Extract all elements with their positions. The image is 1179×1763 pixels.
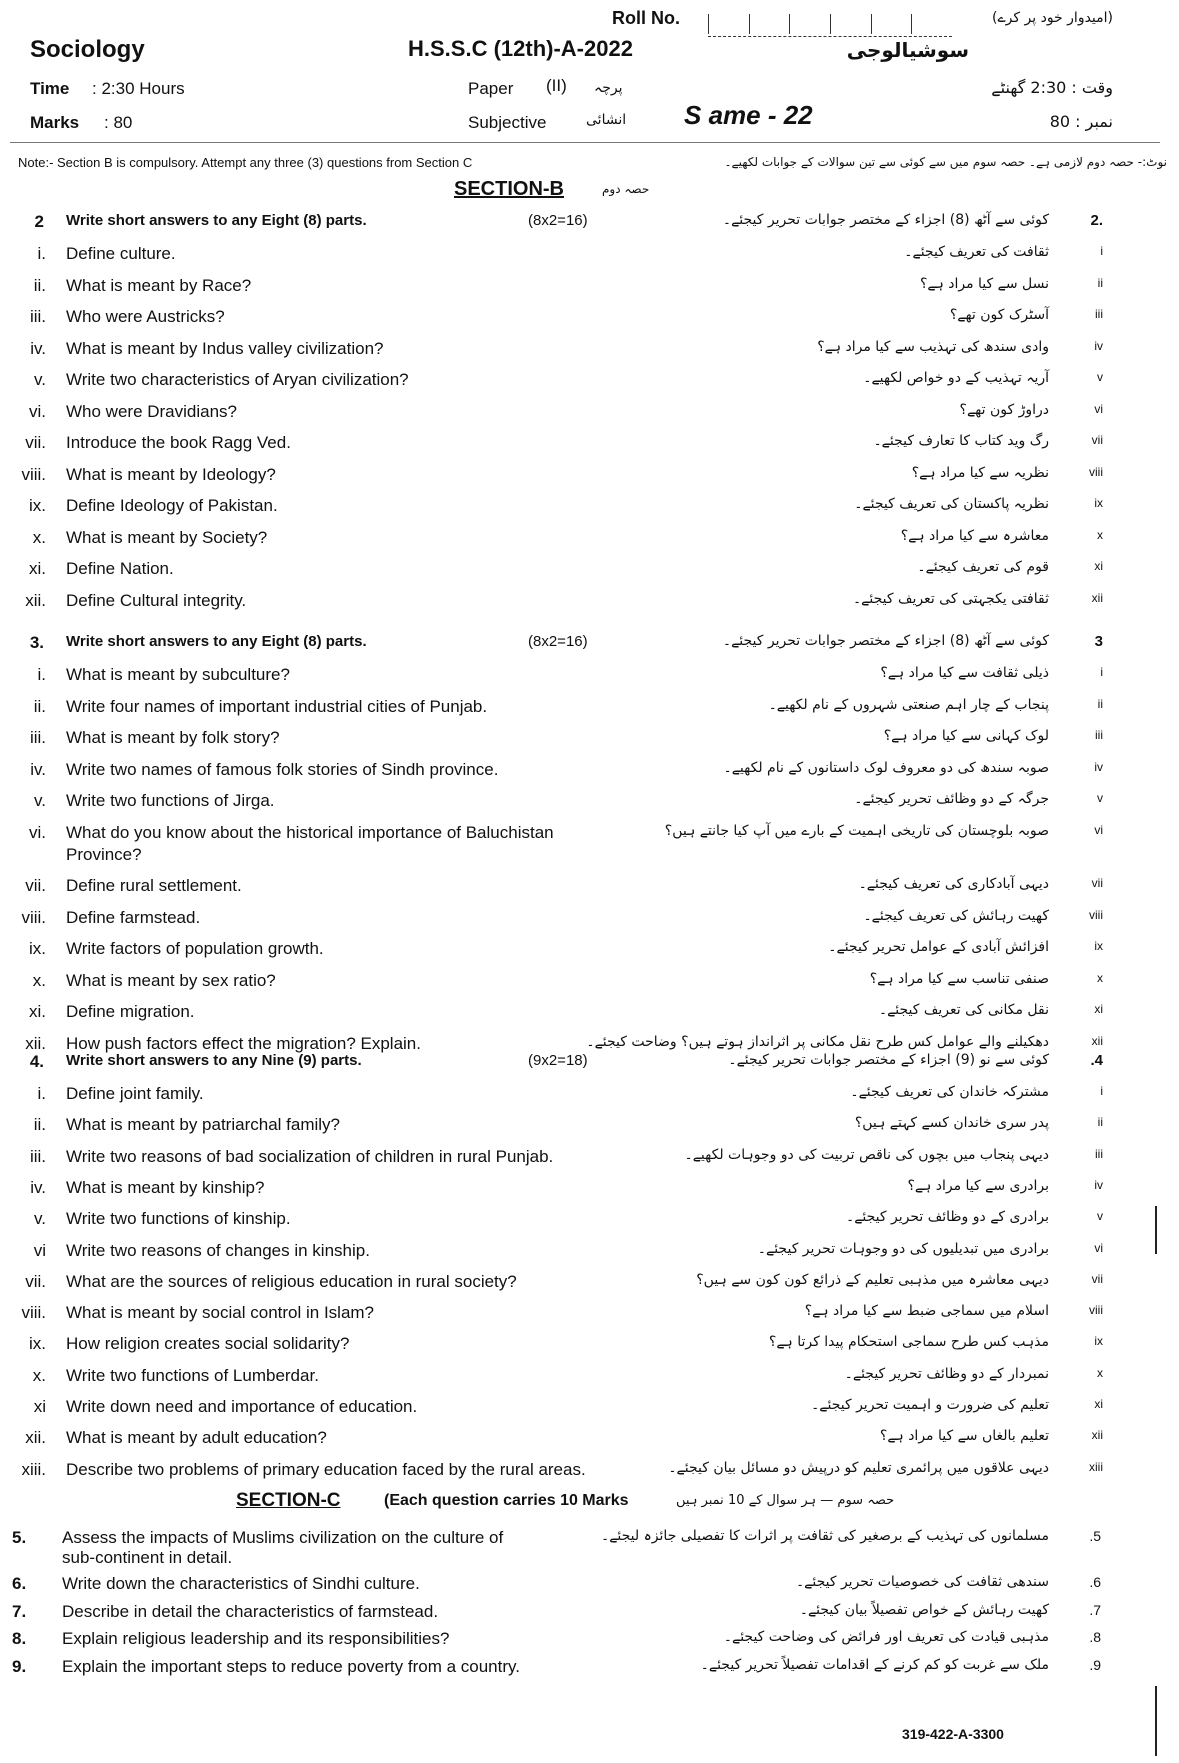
question-number: 4. — [29, 1052, 44, 1071]
part-number-urdu: xiii — [1089, 1459, 1103, 1474]
part-number: i. — [37, 665, 46, 684]
question-part — [0, 1209, 1179, 1239]
part-text-urdu: کھیت رہائش کی تعریف کیجئے۔ — [863, 907, 1049, 924]
part-number: vi — [33, 1240, 46, 1260]
question-instruction-urdu: کوئی سے آٹھ (8) اجزاء کے مختصر جوابات تحریر کیجئے۔ — [722, 633, 1049, 649]
part-number-urdu: iv — [1094, 759, 1103, 774]
part-number-urdu: xi — [1094, 559, 1103, 573]
question-part — [0, 1115, 1179, 1145]
long-question-number: 8. — [12, 1629, 27, 1648]
part-number: v. — [34, 370, 46, 389]
paper-label: Paper — [468, 79, 514, 98]
question-part — [0, 1272, 1179, 1302]
part-text-urdu: نسل سے کیا مراد ہے؟ — [919, 275, 1049, 292]
part-text: What is meant by subculture? — [66, 665, 290, 684]
part-text: What is meant by adult education? — [66, 1428, 327, 1448]
part-number: ix. — [29, 1334, 46, 1354]
question-part — [0, 908, 1179, 938]
part-text-urdu: دیہی آبادکاری کی تعریف کیجئے۔ — [858, 876, 1049, 892]
part-text: Write four names of important industrial cities of Punjab. — [66, 696, 488, 716]
part-text-urdu: برادری سے کیا مراد ہے؟ — [907, 1177, 1049, 1194]
part-number-urdu: viii — [1089, 464, 1103, 479]
roll-label: Roll No. — [612, 8, 680, 28]
part-text-urdu: آریہ تہذیب کے دو خواص لکھیے۔ — [863, 370, 1049, 386]
part-text-urdu: صوبہ سندھ کی دو معروف لوک داستانوں کے نام لکھیے۔ — [723, 759, 1049, 776]
part-number: ii. — [33, 275, 46, 295]
instructions-note-urdu: نوٹ:- حصہ دوم لازمی ہے۔ حصہ سوم میں سے کوئی سے تین سوالات کے جوابات لکھیے۔ — [724, 155, 1167, 169]
long-question-number-urdu: .9 — [1089, 1657, 1101, 1673]
part-number-urdu: vii — [1091, 1271, 1103, 1286]
question-instruction-urdu: کوئی سے آٹھ (8) اجزاء کے مختصر جوابات تحریر کیجئے۔ — [722, 212, 1049, 228]
part-number-urdu: xii — [1091, 1428, 1103, 1443]
part-number-urdu: iv — [1094, 1177, 1103, 1192]
roll-urdu: (امیدوار خود پر کرے) — [992, 10, 1113, 26]
part-text: What is meant by kinship? — [66, 1177, 265, 1197]
part-text: What do you know about the historical importance of Baluchistan — [66, 822, 554, 842]
part-number-urdu: ix — [1094, 1334, 1103, 1349]
part-text: What are the sources of religious education in rural society? — [66, 1271, 517, 1291]
part-number-urdu: iii — [1095, 728, 1103, 742]
part-text-urdu: پدر سری خاندان کسے کہتے ہیں؟ — [854, 1115, 1049, 1132]
part-text-urdu: تعلیم کی ضرورت و اہمیت تحریر کیجئے۔ — [811, 1397, 1049, 1413]
section-c-title: SECTION-C — [236, 1490, 341, 1511]
part-number-urdu: v — [1097, 370, 1103, 384]
part-text-urdu: دیہی معاشرہ میں مذہبی تعلیم کے ذرائع کون کون سے ہیں؟ — [696, 1271, 1049, 1288]
question-part — [0, 791, 1179, 821]
part-text-urdu: برادری میں تبدیلیوں کی دو وجوہات تحریر کیجئے۔ — [757, 1240, 1049, 1257]
question-part — [0, 528, 1179, 558]
question-part — [0, 307, 1179, 337]
part-number: vii. — [25, 1271, 46, 1291]
question-part — [0, 559, 1179, 589]
question-part — [0, 971, 1179, 1001]
part-text: Who were Dravidians? — [66, 401, 238, 421]
part-text: Define rural settlement. — [66, 876, 242, 895]
paper-value: (II) — [546, 76, 567, 95]
part-text-urdu: نقل مکانی کی تعریف کیجئے۔ — [878, 1002, 1049, 1018]
part-text: Define Ideology of Pakistan. — [66, 496, 278, 515]
part-number-urdu: vii — [1091, 876, 1103, 890]
question-part — [0, 1147, 1179, 1177]
part-text-urdu: صوبہ بلوچستان کی تاریخی اہمیت کے بارے میں آپ کیا جانتے ہیں؟ — [664, 822, 1049, 839]
part-text-urdu: دیہی پنجاب میں بچوں کی ناقص تربیت کی دو وجوہات لکھیے۔ — [684, 1146, 1049, 1163]
part-text: What is meant by folk story? — [66, 728, 280, 747]
question-instruction: Write short answers to any Eight (8) parts. — [66, 212, 367, 229]
part-number: iii. — [29, 307, 46, 326]
section-c-note: (Each question carries 10 Marks — [384, 1492, 629, 1509]
part-text: Describe two problems of primary education faced by the rural areas. — [66, 1459, 586, 1479]
part-text-urdu: افزائش آبادی کے عوامل تحریر کیجئے۔ — [828, 939, 1049, 955]
part-text-urdu: نمبردار کے دو وظائف تحریر کیجئے۔ — [844, 1365, 1049, 1382]
part-number-urdu: ix — [1094, 939, 1103, 953]
question-heading — [0, 633, 1179, 663]
part-number-urdu: ii — [1097, 696, 1103, 711]
part-number-urdu: viii — [1089, 907, 1103, 922]
part-number-urdu: i — [1100, 1084, 1103, 1098]
part-text: What is meant by Ideology? — [66, 464, 276, 484]
long-question-text-urdu: سندھی ثقافت کی خصوصیات تحریر کیجئے۔ — [795, 1574, 1049, 1590]
long-question-number: 5. — [12, 1528, 27, 1547]
question-heading — [0, 1052, 1179, 1082]
question-part — [0, 1428, 1179, 1458]
part-number: xii. — [25, 1033, 46, 1053]
part-number: xii. — [25, 590, 46, 610]
question-part — [0, 728, 1179, 758]
part-number-urdu: i — [1100, 665, 1103, 679]
part-number: x. — [32, 1365, 46, 1385]
part-text: How religion creates social solidarity? — [66, 1334, 350, 1354]
part-number-urdu: xii — [1091, 590, 1103, 605]
part-number-urdu: xi — [1094, 1397, 1103, 1411]
question-number-urdu: 3 — [1094, 633, 1103, 650]
question-part — [0, 1460, 1179, 1490]
question-part — [0, 370, 1179, 400]
part-number: viii. — [21, 907, 46, 927]
part-text: Write factors of population growth. — [66, 939, 324, 958]
part-text-urdu: لوک کہانی سے کیا مراد ہے؟ — [883, 728, 1049, 744]
part-number: iii. — [29, 728, 46, 747]
part-text: Write two functions of kinship. — [66, 1209, 291, 1229]
part-number: iv. — [30, 759, 46, 779]
part-number-urdu: iii — [1095, 1146, 1103, 1161]
marks-urdu: نمبر : 80 — [1049, 112, 1113, 131]
part-text-urdu: صنفی تناسب سے کیا مراد ہے؟ — [869, 970, 1049, 987]
part-number-urdu: v — [1097, 1209, 1103, 1224]
question-number-urdu: .4 — [1090, 1052, 1103, 1069]
question-part — [0, 1084, 1179, 1114]
part-number: v. — [34, 791, 46, 810]
part-text-urdu: ذیلی ثقافت سے کیا مراد ہے؟ — [880, 665, 1049, 681]
part-text-urdu: دھکیلنے والے عوامل کس طرح نقل مکانی پر اثرانداز ہوتے ہیں؟ وضاحت کیجئے۔ — [586, 1033, 1049, 1050]
part-number: i. — [37, 244, 46, 263]
part-text: Write down need and importance of education. — [66, 1397, 418, 1416]
part-text: Define Nation. — [66, 559, 174, 578]
question-marks: (8x2=16) — [528, 633, 588, 650]
part-text: Define Cultural integrity. — [66, 590, 247, 610]
long-question-text: Assess the impacts of Muslims civilization on the culture of — [62, 1528, 504, 1547]
question-part — [0, 1241, 1179, 1271]
long-question-text-urdu: ملک سے غربت کو کم کرنے کے اقدامات تفصیلاً تحریر کیجئے۔ — [700, 1657, 1049, 1673]
part-text: What is meant by patriarchal family? — [66, 1115, 340, 1135]
section-c-title-urdu: حصہ سوم — ہر سوال کے 10 نمبر ہیں — [676, 1493, 895, 1508]
part-number: vii. — [25, 433, 46, 452]
question-marks: (9x2=18) — [528, 1052, 588, 1069]
question-part — [0, 591, 1179, 621]
part-number: viii. — [21, 1303, 46, 1323]
part-number-urdu: iv — [1094, 338, 1103, 353]
part-number-urdu: x — [1097, 970, 1103, 985]
section-b-title-urdu: حصہ دوم — [602, 182, 650, 196]
part-number-urdu: v — [1097, 791, 1103, 805]
part-text-urdu: آسٹرک کون تھے؟ — [949, 307, 1049, 323]
time-urdu: وقت : 2:30 گھنٹے — [991, 78, 1113, 97]
part-text-urdu: پنجاب کے چار اہم صنعتی شہروں کے نام لکھیے۔ — [768, 696, 1049, 713]
part-text: Write two functions of Jirga. — [66, 791, 275, 810]
paper-code: 319-422-A-3300 — [902, 1726, 1004, 1742]
question-part — [0, 339, 1179, 369]
part-text: How push factors effect the migration? Explain. — [66, 1033, 421, 1053]
part-number-urdu: x — [1097, 527, 1103, 542]
part-text: Who were Austricks? — [66, 307, 225, 326]
part-text-urdu: دیہی علاقوں میں پرائمری تعلیم کو درپیش دو مسائل بیان کیجئے۔ — [668, 1459, 1049, 1476]
part-text: Introduce the book Ragg Ved. — [66, 433, 291, 452]
question-part — [0, 244, 1179, 274]
question-part — [0, 1002, 1179, 1032]
question-number: 3. — [29, 633, 44, 652]
part-text: What is meant by social control in Islam? — [66, 1303, 375, 1323]
part-text-urdu: ثقافتی یکجہتی کی تعریف کیجئے۔ — [852, 590, 1049, 607]
part-number-urdu: iii — [1095, 307, 1103, 321]
part-text-urdu: جرگہ کے دو وظائف تحریر کیجئے۔ — [854, 791, 1049, 807]
part-text-urdu: مشترکہ خاندان کی تعریف کیجئے۔ — [850, 1084, 1049, 1100]
time-label: Time — [30, 79, 70, 98]
long-question-text: Describe in detail the characteristics of farmstead. — [62, 1602, 439, 1621]
question-part — [0, 276, 1179, 306]
part-text: Write two reasons of bad socialization of children in rural Punjab. — [66, 1146, 554, 1166]
long-question-number-urdu: .8 — [1089, 1629, 1101, 1645]
part-text-urdu: نظریہ سے کیا مراد ہے؟ — [911, 464, 1049, 481]
part-text: Write two names of famous folk stories of Sindh province. — [66, 759, 499, 779]
handwritten-date: S ame - 22 — [684, 100, 813, 130]
part-text: Define joint family. — [66, 1084, 204, 1103]
part-number-urdu: i — [1100, 244, 1103, 258]
time-value: : 2:30 Hours — [92, 79, 185, 98]
question-part — [0, 760, 1179, 790]
part-text-urdu: دراوڑ کون تھے؟ — [959, 401, 1049, 418]
part-text: Write two characteristics of Aryan civilization? — [66, 370, 409, 389]
part-number: vi. — [29, 822, 46, 842]
question-part — [0, 665, 1179, 695]
part-number: ix. — [29, 939, 46, 958]
long-question-number: 7. — [12, 1602, 27, 1621]
question-part — [0, 1366, 1179, 1396]
long-question-text: Explain religious leadership and its responsibilities? — [62, 1629, 450, 1648]
part-text: What is meant by Indus valley civilization? — [66, 338, 384, 358]
question-part — [0, 1397, 1179, 1427]
part-text: What is meant by sex ratio? — [66, 970, 276, 990]
instructions-note: Note:- Section B is compulsory. Attempt any three (3) questions from Section C — [18, 155, 473, 170]
roll-number-boxes[interactable] — [708, 8, 952, 37]
part-number-urdu: xii — [1091, 1033, 1103, 1048]
part-number-urdu: ix — [1094, 496, 1103, 510]
section-b-title: SECTION-B — [454, 178, 564, 200]
part-text-urdu: ثقافت کی تعریف کیجئے۔ — [904, 244, 1049, 260]
marks-value: : 80 — [104, 113, 133, 132]
part-number: xii. — [25, 1428, 46, 1448]
part-text: What is meant by Race? — [66, 275, 252, 295]
part-text: Define farmstead. — [66, 907, 201, 927]
question-marks: (8x2=16) — [528, 212, 588, 229]
paper-urdu: پرچہ — [594, 80, 623, 96]
part-text: Define migration. — [66, 1002, 195, 1021]
question-part — [0, 465, 1179, 495]
question-number-urdu: 2. — [1090, 212, 1103, 229]
part-number: viii. — [21, 464, 46, 484]
long-question-text-continued: sub-continent in detail. — [62, 1548, 233, 1567]
part-number-urdu: ii — [1097, 275, 1103, 290]
part-text: Define culture. — [66, 244, 176, 263]
subjective-label: Subjective — [468, 113, 547, 132]
part-number-urdu: vi — [1094, 822, 1103, 837]
part-number: ix. — [29, 496, 46, 515]
part-number: i. — [37, 1084, 46, 1103]
question-part — [0, 1178, 1179, 1208]
part-text-urdu: وادی سندھ کی تہذیب سے کیا مراد ہے؟ — [817, 338, 1049, 355]
question-part — [0, 939, 1179, 969]
part-number: ii. — [33, 1115, 46, 1135]
part-number-urdu: xi — [1094, 1002, 1103, 1016]
question-part — [0, 822, 1179, 864]
exam-title: H.S.S.C (12th)-A-2022 — [408, 36, 633, 61]
question-number: 2 — [34, 212, 44, 231]
header-divider — [10, 142, 1160, 143]
long-question-text-urdu: کھیت رہائش کے خواص تفصیلاً بیان کیجئے۔ — [799, 1602, 1049, 1618]
part-text: Write two functions of Lumberdar. — [66, 1365, 319, 1385]
question-part — [0, 876, 1179, 906]
question-instruction: Write short answers to any Nine (9) parts. — [66, 1052, 362, 1069]
subjective-urdu: انشائی — [586, 112, 627, 128]
part-text-urdu: اسلام میں سماجی ضبط سے کیا مراد ہے؟ — [804, 1303, 1049, 1320]
long-question-number-urdu: .6 — [1089, 1574, 1101, 1590]
part-number: x. — [32, 970, 46, 990]
part-text-urdu: برادری کے دو وظائف تحریر کیجئے۔ — [846, 1209, 1049, 1226]
long-question-number-urdu: .5 — [1089, 1528, 1101, 1544]
long-question-number: 9. — [12, 1657, 27, 1676]
question-part — [0, 1303, 1179, 1333]
part-number-urdu: ii — [1097, 1115, 1103, 1130]
part-number-urdu: vi — [1094, 401, 1103, 416]
long-question-text: Write down the characteristics of Sindhi culture. — [62, 1574, 420, 1593]
part-text-urdu: رگ وید کتاب کا تعارف کیجئے۔ — [873, 433, 1049, 449]
part-number: x. — [32, 527, 46, 547]
part-number: xi. — [29, 559, 46, 578]
part-text-urdu: قوم کی تعریف کیجئے۔ — [917, 559, 1049, 575]
part-text-continued: Province? — [66, 844, 142, 864]
long-question-text-urdu: مسلمانوں کی تہذیب کے برصغیر کی ثقافت پر اثرات کا تفصیلی جائزہ لیجئے۔ — [601, 1528, 1049, 1544]
part-number-urdu: vii — [1091, 433, 1103, 447]
part-text-urdu: مذہب کس طرح سماجی استحکام پیدا کرتا ہے؟ — [768, 1334, 1049, 1351]
part-number: vii. — [25, 876, 46, 895]
question-part — [0, 496, 1179, 526]
long-question-text-urdu: مذہبی قیادت کی تعریف اور فرائض کی وضاحت کیجئے۔ — [723, 1629, 1049, 1645]
part-number-urdu: viii — [1089, 1303, 1103, 1318]
part-number: iv. — [30, 338, 46, 358]
part-text: What is meant by Society? — [66, 527, 268, 547]
part-number: xiii. — [21, 1459, 46, 1479]
part-text-urdu: تعلیم بالغاں سے کیا مراد ہے؟ — [879, 1428, 1049, 1445]
question-part — [0, 433, 1179, 463]
margin-mark — [1155, 1686, 1167, 1756]
long-question-number: 6. — [12, 1574, 27, 1593]
question-part — [0, 1334, 1179, 1364]
part-number-urdu: vi — [1094, 1240, 1103, 1255]
question-instruction-urdu: کوئی سے نو (9) اجزاء کے مختصر جوابات تحریر کیجئے۔ — [728, 1052, 1049, 1068]
part-number-urdu: x — [1097, 1365, 1103, 1380]
subject-title: Sociology — [30, 36, 145, 63]
margin-mark — [1155, 1206, 1167, 1254]
part-number: iv. — [30, 1177, 46, 1197]
part-number: xi. — [29, 1002, 46, 1021]
part-text-urdu: معاشرہ سے کیا مراد ہے؟ — [900, 527, 1049, 544]
question-part — [0, 697, 1179, 727]
marks-label: Marks — [30, 113, 80, 132]
part-number: v. — [34, 1209, 46, 1229]
long-question-text: Explain the important steps to reduce poverty from a country. — [62, 1657, 520, 1676]
part-text-urdu: نظریہ پاکستان کی تعریف کیجئے۔ — [854, 496, 1049, 512]
part-number: iii. — [29, 1146, 46, 1166]
part-number: xi — [33, 1397, 46, 1416]
question-instruction: Write short answers to any Eight (8) parts. — [66, 633, 367, 650]
part-number: ii. — [33, 696, 46, 716]
subject-urdu: سوشیالوجی — [846, 38, 969, 62]
question-heading — [0, 212, 1179, 242]
part-text: Write two reasons of changes in kinship. — [66, 1240, 370, 1260]
question-part — [0, 402, 1179, 432]
long-question-number-urdu: .7 — [1089, 1602, 1101, 1618]
part-number: vi. — [29, 401, 46, 421]
